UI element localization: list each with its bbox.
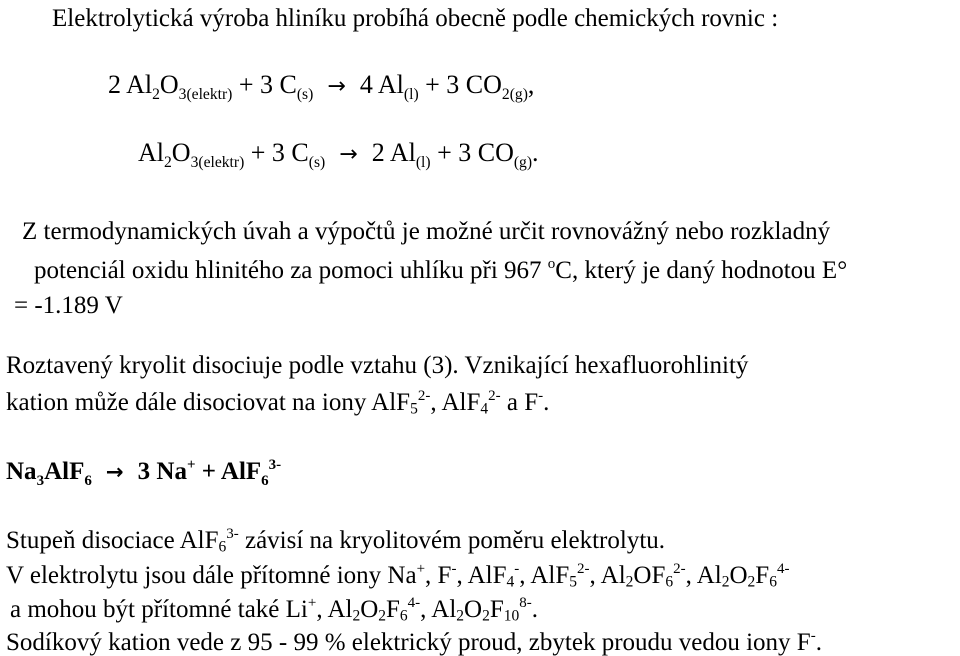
charge-superscript: 2- [488, 388, 501, 404]
para4-text: O [729, 561, 748, 589]
para4-text: , Al [685, 561, 722, 589]
subscript: 2 [625, 573, 634, 591]
subscript: 2 [378, 607, 387, 625]
subscript: 2 [352, 607, 361, 625]
degree-superscript: o [547, 256, 556, 272]
equation-2 [138, 140, 539, 171]
eq1-reactant-c: + 3 C [232, 70, 297, 99]
eq3-na: Na [6, 457, 37, 485]
charge-superscript: 3- [226, 526, 239, 542]
para4-text: , AlF [519, 561, 570, 589]
potential-value: = -1.189 V [14, 292, 123, 319]
right-arrow-icon: → [339, 141, 358, 167]
charge-superscript: 8- [519, 595, 532, 611]
eq1-product-co2: + 3 CO [418, 70, 502, 99]
charge-superscript: + [307, 595, 317, 611]
para4-text: F [755, 561, 770, 589]
subscript: 10 [503, 607, 520, 625]
para1-line2 [34, 257, 847, 283]
eq1-reactant-al: 2 Al [108, 70, 153, 99]
eq2-reactant-c: + 3 C [244, 138, 309, 167]
eq2-subscript: (l) [415, 154, 431, 172]
eq1-subscript: 2(g) [501, 86, 528, 104]
para6-text: Sodíkový kation vede z 95 - 99 % elektrický proud, zbytek proudu vedou iony F [6, 628, 811, 656]
para2-text: . [543, 388, 550, 416]
eq2-subscript: 2 [164, 154, 172, 172]
subscript: 2 [721, 573, 730, 591]
charge-superscript: 4- [776, 561, 790, 577]
right-arrow-icon: → [105, 459, 124, 485]
para3-text: Stupeň disociace AlF [6, 526, 219, 554]
subscript: 4 [506, 573, 515, 591]
eq3-subscript: 6 [84, 472, 92, 489]
eq2-reactant-o: O [171, 138, 191, 167]
eq1-subscript: 3(elektr) [178, 86, 233, 104]
eq1-punctuation: , [527, 70, 535, 99]
eq1-subscript: (l) [403, 86, 419, 104]
eq3-product-alf: + AlF [195, 457, 262, 485]
eq3-product-na: 3 Na [137, 457, 187, 485]
para2-text: a F [500, 388, 539, 416]
intro-text: Elektrolytická výroba hliníku probíhá obecně podle chemických rovnic : [52, 5, 779, 32]
para5-text: a mohou být přítomné také Li [10, 595, 308, 623]
eq2-subscript: (g) [513, 154, 533, 172]
para4-text: , AlF [456, 561, 507, 589]
para4-text: V elektrolytu jsou dále přítomné iony Na [6, 561, 417, 589]
subscript: 6 [665, 573, 674, 591]
subscript: 6 [399, 607, 408, 625]
eq2-product-al: 2 Al [371, 138, 416, 167]
para5-text: , Al [316, 595, 353, 623]
eq3-subscript: 3 [36, 472, 45, 489]
para5-text: O [360, 595, 379, 623]
para6-line [6, 629, 822, 655]
para4-text: , Al [589, 561, 626, 589]
charge-superscript: 4- [407, 595, 421, 611]
charge-superscript: 2- [577, 561, 590, 577]
charge-superscript: - [538, 388, 544, 404]
eq1-reactant-o: O [159, 70, 179, 99]
charge-superscript: 2- [417, 388, 431, 404]
subscript: 2 [747, 573, 756, 591]
eq2-punctuation: . [532, 138, 539, 167]
para2-text: kation může dále disociovat na iony AlF [6, 388, 411, 416]
subscript: 4 [480, 400, 489, 418]
charge-superscript: 2- [673, 561, 686, 577]
eq3-alf: AlF [44, 457, 85, 485]
equation-1 [108, 72, 534, 103]
eq3-charge: 3- [268, 457, 282, 473]
eq2-product-co: + 3 CO [430, 138, 514, 167]
charge-superscript: - [514, 561, 520, 577]
para5-text: , Al [420, 595, 457, 623]
para1-text: potenciál oxidu hlinitého za pomoci uhlíku při 967 [34, 256, 548, 284]
subscript: 6 [218, 538, 227, 556]
para2-line2 [6, 389, 549, 417]
equation-3 [6, 458, 281, 489]
charge-superscript: - [810, 628, 816, 644]
para5-text: O [464, 595, 483, 623]
charge-superscript: + [416, 561, 426, 577]
eq2-subscript: 3(elektr) [190, 154, 245, 172]
subscript: 5 [410, 400, 418, 418]
para1-line3 [14, 293, 123, 318]
eq3-charge: + [186, 457, 196, 473]
para5-line [10, 596, 538, 624]
eq2-subscript: (s) [308, 154, 326, 172]
para5-text: F [489, 595, 504, 623]
subscript: 6 [769, 573, 777, 591]
para4-text: , F [425, 561, 452, 589]
para3-line [6, 527, 665, 555]
subscript: 2 [482, 607, 490, 625]
para4-text: OF [633, 561, 666, 589]
para1-text: C, který je daný hodnotou E° [555, 256, 848, 284]
eq3-subscript: 6 [261, 472, 269, 489]
eq1-subscript: (s) [296, 86, 314, 104]
subscript: 5 [569, 573, 578, 591]
eq1-product-al: 4 Al [359, 70, 404, 99]
para2-line1 [6, 353, 748, 378]
para2-text: Roztavený kryolit disociuje podle vztahu (3). Vznikající hexafluorohlinitý [6, 352, 749, 379]
para2-text: , AlF [430, 388, 481, 416]
intro-line [52, 6, 778, 31]
para5-text: . [531, 595, 539, 623]
subscript: 2 [456, 607, 465, 625]
eq1-subscript: 2 [152, 86, 160, 104]
para6-text: . [815, 628, 822, 656]
para1-line1 [22, 219, 830, 244]
right-arrow-icon: → [327, 73, 346, 99]
eq2-reactant-al: Al [138, 138, 164, 167]
para1-text: Z termodynamických úvah a výpočtů je možné určit rovnovážný nebo rozkladný [22, 218, 831, 245]
para5-text: F [386, 595, 400, 623]
charge-superscript: - [451, 561, 457, 577]
para4-line [6, 562, 789, 590]
para3-text: závisí na kryolitovém poměru elektrolytu. [238, 526, 666, 554]
